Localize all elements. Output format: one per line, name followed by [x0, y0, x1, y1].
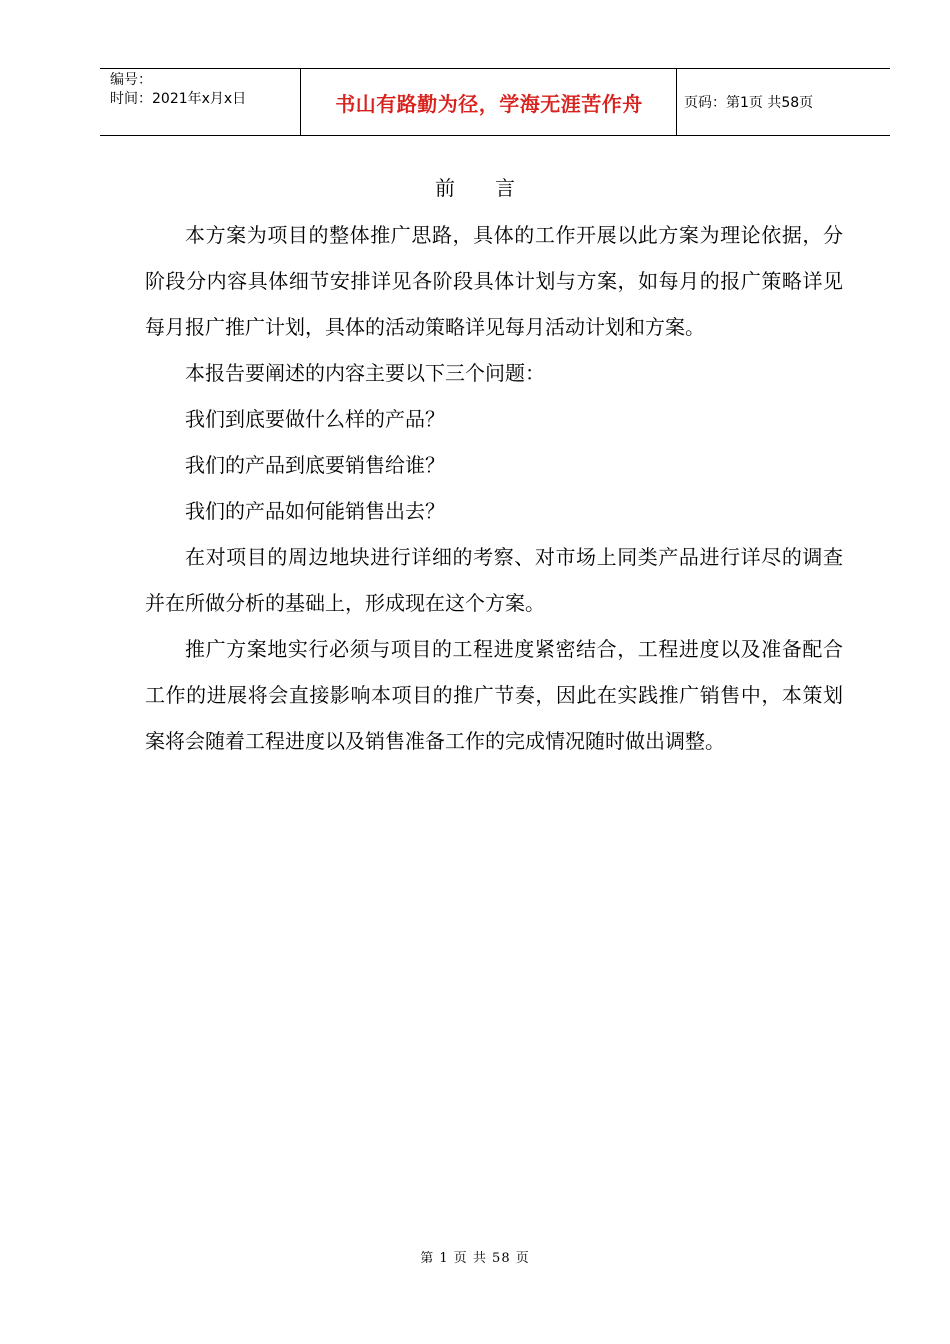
- header-meta: [110, 71, 300, 109]
- header-page-label: 页码：第1页 共58页: [684, 95, 814, 111]
- body-paragraph: 我们到底要做什么样的产品？: [185, 407, 445, 431]
- document-time-label: 时间：2021年x月x日: [110, 91, 247, 107]
- body-paragraph: 本方案为项目的整体推广思路，具体的工作开展以此方案为理论依据，分阶段分内容具体细节安排详见各阶段具体计划与方案，如每月的报广策略详见每月报广推广计划，具体的活动策略详见每月活动计划和方案。: [145, 223, 843, 339]
- body-paragraph: 本报告要阐述的内容主要以下三个问题：: [185, 361, 545, 385]
- document-body: [145, 212, 843, 764]
- header-motto: 书山有路勤为径，学海无涯苦作舟: [335, 91, 643, 116]
- document-title: 前言: [435, 176, 555, 200]
- body-paragraph: 我们的产品到底要销售给谁？: [185, 453, 445, 477]
- header-divider-right: [676, 69, 677, 135]
- body-paragraph: 推广方案地实行必须与项目的工程进度紧密结合，工程进度以及准备配合工作的进展将会直接影响本项目的推广节奏，因此在实践推广销售中，本策划案将会随着工程进度以及销售准备工作的完成情况随时做出调整。: [145, 637, 843, 753]
- page-header: [100, 68, 890, 136]
- page-footer: 第 1 页 共 58 页: [420, 1251, 530, 1266]
- body-paragraph: 我们的产品如何能销售出去？: [185, 499, 445, 523]
- document-code-label: 编号：: [110, 72, 152, 88]
- header-divider-left: [300, 69, 301, 135]
- body-paragraph: 在对项目的周边地块进行详细的考察、对市场上同类产品进行详尽的调查并在所做分析的基础上，形成现在这个方案。: [145, 545, 843, 615]
